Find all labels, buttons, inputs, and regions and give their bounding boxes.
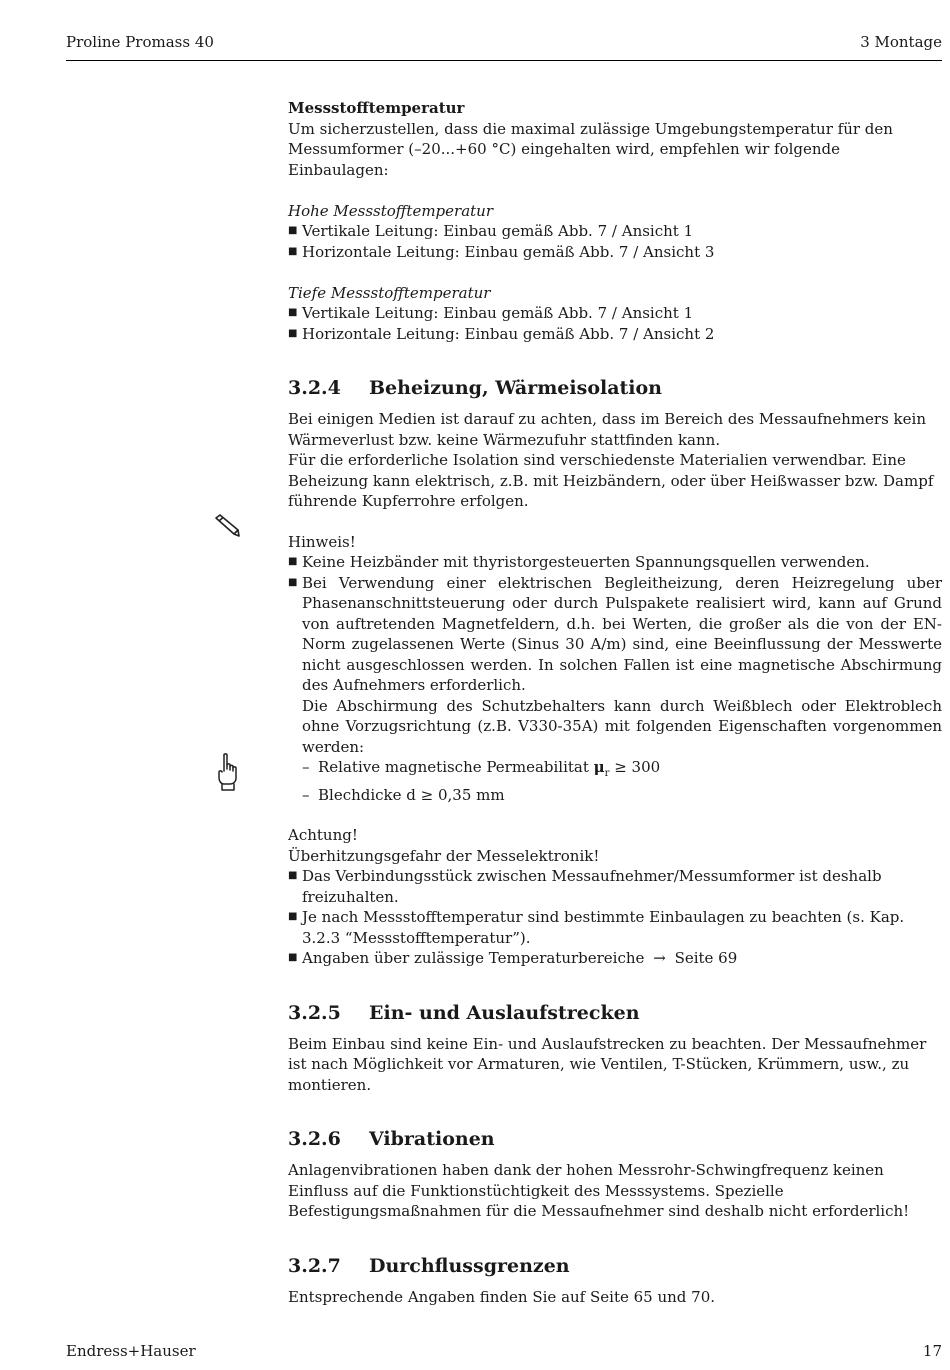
pencil-icon	[212, 512, 242, 538]
pointing-hand-icon	[214, 752, 240, 792]
section-heading-3-2-4	[288, 376, 942, 400]
list-item: ■ Das Verbindungsstück zwischen Messaufnehmer/Messumformer ist deshalb freizuhalten.	[288, 866, 942, 907]
warning-line: Überhitzungsgefahr der Messelektronik!	[288, 846, 600, 865]
note-item2-text: Bei Verwendung einer elektrischen Begleitheizung, deren Heizregelung uber Phasenanschnittsteuerung oder durch Pulspakete realisiert wird, kann auf Grund von auftretenden Magnetfeldern, d.h. bei Werten, die großer als die von der EN-Norm zugelassenen Werte (Sinus 30 A/m) sind, eine Beeinflussung der Messwerte nicht ausgeschlossen werden. In solchen Fallen ist eine magnetische Abschirmung des Aufnehmers erforderlich.	[302, 573, 942, 694]
mu-subscript: r	[604, 768, 610, 779]
dash-item: – Relative magnetische Permeabilitat $\mu_r \ge 300$	[302, 758, 661, 779]
temperature-intro: Um sicherzustellen, dass die maximal zulässige Umgebungstemperatur für den Messumformer (–20...+60 °C) eingehalten wird, empfehlen wir folgende Einbaulagen:	[288, 119, 893, 179]
vibrations-paragraph: Anlagenvibrationen haben dank der hohen Messrohr-Schwingfrequenz keinen Einfluss auf die Funktionstüchtigkeit des Messsystems. Spezielle Befestigungsmaßnahmen für die Messaufnehmer sind deshalb nicht erforderlich!	[288, 1161, 910, 1220]
page-number: 17	[922, 1342, 942, 1360]
heating-paragraph-1: Bei einigen Medien ist darauf zu achten, dass im Bereich des Messaufnehmers kein Wärmeverlust bzw. keine Wärmezufuhr stattfinden kann.	[288, 410, 926, 449]
list-item	[288, 573, 942, 696]
main-content	[288, 98, 942, 1307]
section-heading-3-2-6	[288, 1127, 942, 1151]
list-item: ■ Je nach Messstofftemperatur sind bestimmte Einbaulagen zu beachten (s. Kap. 3.2.3 “Messstofftemperatur”).	[288, 907, 942, 948]
list-item: ■ Vertikale Leitung: Einbau gemäß Abb. 7 / Ansicht 1	[288, 303, 942, 324]
permeability-text: Relative magnetische Permeabilitat	[318, 758, 594, 776]
list-item: ■ Horizontale Leitung: Einbau gemäß Abb. 7 / Ansicht 2	[288, 324, 942, 345]
arrow-right-icon: →	[653, 949, 666, 967]
list-item: ■ Keine Heizbänder mit thyristorgesteuerten Spannungsquellen verwenden.	[288, 552, 942, 573]
heating-paragraph-2: Für die erforderliche Isolation sind verschiedenste Materialien verwendbar. Eine Beheizung kann elektrisch, z.B. mit Heizbändern, oder über Heißwasser bzw. Dampf führende Kupferrohre erfolgen.	[288, 451, 934, 510]
flow-limits-paragraph: Entsprechende Angaben finden Sie auf Seite 65 und 70.	[288, 1287, 716, 1306]
header-divider	[66, 60, 942, 61]
page-reference-link[interactable]: Seite 69	[674, 949, 738, 967]
section-heading-3-2-7	[288, 1254, 942, 1278]
note-item2-continuation: Die Abschirmung des Schutzbehalters kann durch Weißblech oder Elektroblech ohne Vorzugsrichtung (z.B. V330-35A) mit folgenden Eigenschaften vorgenommen werden:	[302, 696, 942, 756]
dash-item: – Blechdicke d ≥ 0,35 mm	[302, 785, 505, 804]
header-product-name: Proline Promass 40	[66, 33, 214, 51]
warning-title: Achtung!	[288, 826, 358, 844]
section-title: Durchflussgrenzen	[369, 1254, 570, 1277]
section-title: Beheizung, Wärmeisolation	[369, 377, 662, 399]
section-number: 3.2.4	[288, 377, 341, 399]
inlet-outlet-paragraph: Beim Einbau sind keine Ein- und Auslaufstrecken zu beachten. Der Messaufnehmer ist nach Möglichkeit vor Armaturen, wie Ventilen, T-Stücken, Krümmern, usw., zu montieren.	[288, 1034, 927, 1094]
section-title-temperature: Messstofftemperatur	[288, 99, 465, 117]
low-temperature-title: Tiefe Messstofftemperatur	[288, 283, 491, 302]
section-title: Vibrationen	[369, 1128, 495, 1150]
section-heading-3-2-5	[288, 1001, 942, 1025]
list-item: ■ Vertikale Leitung: Einbau gemäß Abb. 7 / Ansicht 1	[288, 221, 942, 242]
header-chapter: 3 Montage	[860, 33, 942, 51]
sheet-thickness: Blechdicke d ≥ 0,35 mm	[318, 785, 505, 804]
permeability-value: ≥ 300	[609, 758, 661, 776]
footer-brand: Endress+Hauser	[66, 1342, 196, 1360]
note-title: Hinweis!	[288, 532, 356, 551]
list-item: ■ Horizontale Leitung: Einbau gemäß Abb. 7 / Ansicht 3	[288, 242, 942, 263]
mu-symbol: μ	[593, 758, 605, 776]
section-title: Ein- und Auslaufstrecken	[369, 1001, 640, 1024]
high-temperature-title: Hohe Messstofftemperatur	[288, 201, 494, 220]
list-item	[288, 948, 942, 969]
temperature-range-text: Angaben über zulässige Temperaturbereiche	[302, 949, 645, 967]
section-number: 3.2.7	[288, 1254, 341, 1277]
section-number: 3.2.5	[288, 1001, 341, 1024]
section-number: 3.2.6	[288, 1128, 341, 1150]
